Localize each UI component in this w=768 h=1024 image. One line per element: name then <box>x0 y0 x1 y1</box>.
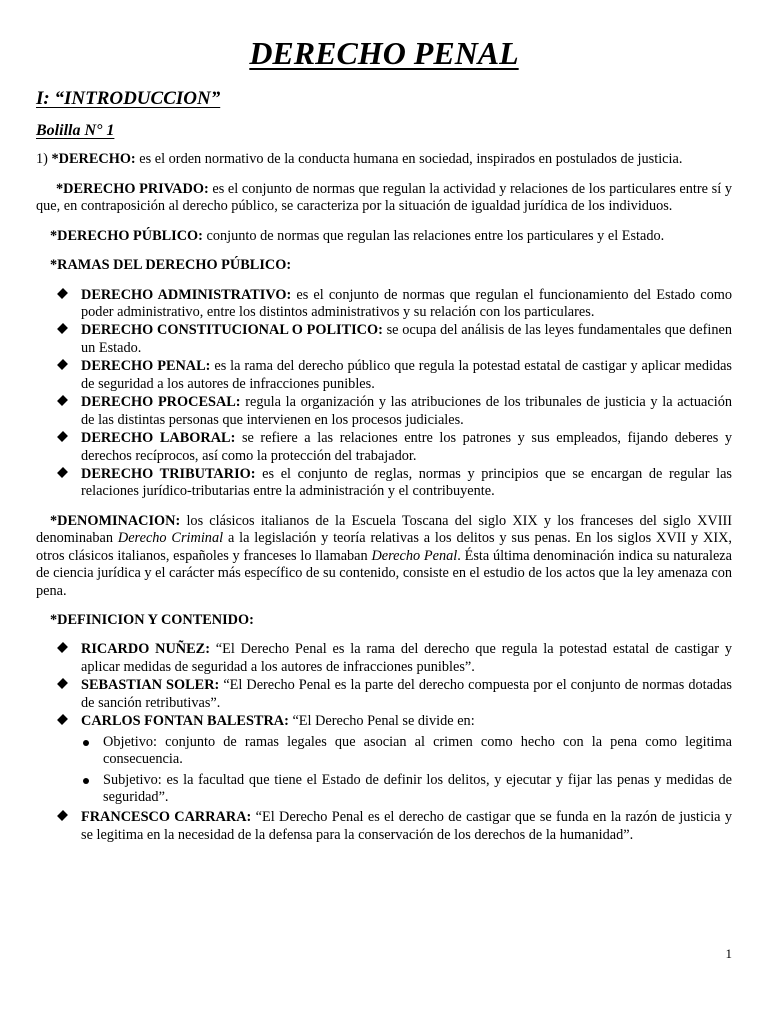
diamond-bullet-icon <box>59 325 67 333</box>
rama-text: es el conjunto de normas que regulan el funcionamiento del Estado como poder administrativo, entre los distintos administrativos y su relación con los particulares. <box>81 286 733 320</box>
sub-item-text: Subjetivo: es la facultad que tiene el Estado de definir los delitos, y ejecutar y fijar las penas y medidas de seguridad”. <box>103 771 732 805</box>
rama-text: regula la organización y las atribuciones de los tribunales de justicia y la actuación de las distintas personas que intervienen en los procesos judiciales. <box>81 394 732 428</box>
sub-item-text: Objetivo: conjunto de ramas legales que asocian al crimen como hecho con la pena como legitima consecuencia. <box>103 733 732 768</box>
ramas-heading-text: *RAMAS DEL DERECHO PÚBLICO: <box>50 257 292 274</box>
term-derecho: *DERECHO: <box>51 151 136 168</box>
page-number: 1 <box>725 946 732 961</box>
definiciones-list <box>36 641 732 844</box>
diamond-bullet-icon <box>59 680 67 688</box>
author-quote: “El Derecho Penal se divide en: <box>292 713 475 730</box>
denominacion-italic-2: Derecho Penal <box>371 547 458 564</box>
denominacion-text-2: a la legislación y teoría relativas a los delitos y sus penas. En los siglos XVII y XIX, otros clásicos italianos, españoles y franceses lo llamaban <box>36 530 733 564</box>
diamond-bullet-icon <box>59 469 67 477</box>
rama-text: se ocupa del análisis de las leyes fundamentales que definen un Estado. <box>81 322 733 356</box>
term-derecho-publico: *DERECHO PÚBLICO: <box>50 227 203 244</box>
definicion-heading <box>36 612 732 629</box>
list-item <box>81 358 732 393</box>
rama-term: DERECHO TRIBUTARIO: <box>81 465 256 482</box>
definition-derecho: es el orden normativo de la conducta humana en sociedad, inspirados en postulados de justicia. <box>139 151 683 168</box>
diamond-bullet-icon <box>59 397 67 405</box>
denominacion-text-1: los clásicos italianos de la Escuela Toscana del siglo XIX y los franceses del siglo XVIII denominaban <box>36 512 732 547</box>
list-item <box>81 677 732 712</box>
paragraph-derecho-privado <box>36 181 732 216</box>
author-quote: “El Derecho Penal es el derecho de castigar que se funda en la razón de justicia y se legitima en la necesidad de la defensa para la conservación de los derechos de la humanidad”. <box>81 809 732 843</box>
diamond-bullet-icon <box>59 433 67 441</box>
dot-bullet-icon <box>83 778 89 784</box>
diamond-bullet-icon <box>59 644 67 652</box>
rama-text: se refiere a las relaciones entre los patrones y sus empleados, fijando deberes y derechos recíprocos, así como la protección del trabajador. <box>81 430 733 464</box>
diamond-bullet-icon <box>59 812 67 820</box>
rama-term: DERECHO ADMINISTRATIVO: <box>81 286 292 303</box>
rama-term: DERECHO PENAL: <box>81 358 211 375</box>
definicion-heading-text: *DEFINICION Y CONTENIDO: <box>50 612 254 628</box>
denominacion-text-3: . Ésta última denominación indica su naturaleza de ciencia jurídica y el carácter más específico de su contenido, consiste en el estudio de los actos que la ley amenaza con pena. <box>36 547 732 599</box>
diamond-bullet-icon <box>59 290 67 298</box>
ramas-list <box>36 287 732 501</box>
list-item <box>81 466 732 501</box>
fontan-sublist <box>81 734 732 807</box>
diamond-bullet-icon <box>59 361 67 369</box>
term-derecho-privado: *DERECHO PRIVADO: <box>56 180 209 197</box>
list-item <box>81 287 732 322</box>
sub-list-item <box>81 772 732 807</box>
rama-text: es la rama del derecho público que regula la potestad estatal de castigar y aplicar medidas de seguridad a los autores de infracciones punibles. <box>81 358 732 392</box>
list-item <box>81 394 732 429</box>
author-quote: “El Derecho Penal es la parte del derecho compuesta por el conjunto de normas dotadas de sanción retributivas”. <box>81 677 732 711</box>
definition-derecho-publico: conjunto de normas que regulan las relaciones entre los particulares y el Estado. <box>206 227 665 244</box>
list-item <box>81 322 732 357</box>
rama-text: es el conjunto de reglas, normas y principios que se encargan de regular las relaciones jurídico-tributarias entre la administración y el contribuyente. <box>81 465 732 500</box>
dot-bullet-icon <box>83 740 89 746</box>
paragraph-derecho-publico <box>36 228 732 245</box>
paragraph-derecho <box>36 151 732 168</box>
author-name: FRANCESCO CARRARA: <box>81 809 252 826</box>
definition-derecho-privado: es el conjunto de normas que regulan la actividad y relaciones de los particulares entre sí y que, en contraposición al derecho público, se caracteriza por la situación de igualdad jurídica de los individuos. <box>36 180 732 215</box>
rama-term: DERECHO PROCESAL: <box>81 394 241 411</box>
rama-term: DERECHO CONSTITUCIONAL O POLITICO: <box>81 322 383 339</box>
author-name: SEBASTIAN SOLER: <box>81 677 220 694</box>
ramas-heading <box>36 257 732 274</box>
section-heading: I: “INTRODUCCION” <box>36 88 221 110</box>
author-quote: “El Derecho Penal es la rama del derecho que regula la potestad estatal de castigar y aplicar medidas de seguridad a los autores de infracciones punibles”. <box>81 641 732 675</box>
term-denominacion: *DENOMINACION: <box>50 512 181 529</box>
list-item <box>81 809 732 844</box>
author-name: CARLOS FONTAN BALESTRA: <box>81 713 289 730</box>
author-name: RICARDO NUÑEZ: <box>81 641 210 658</box>
item-number: 1) <box>36 151 48 168</box>
list-item <box>81 713 732 806</box>
sub-list-item <box>81 734 732 769</box>
denominacion-italic-1: Derecho Criminal <box>117 530 224 547</box>
bolilla-heading: Bolilla N° 1 <box>36 122 115 140</box>
list-item <box>81 641 732 676</box>
document-title: DERECHO PENAL <box>249 35 519 71</box>
paragraph-denominacion <box>36 513 732 600</box>
diamond-bullet-icon <box>59 716 67 724</box>
list-item <box>81 430 732 465</box>
rama-term: DERECHO LABORAL: <box>81 430 236 447</box>
